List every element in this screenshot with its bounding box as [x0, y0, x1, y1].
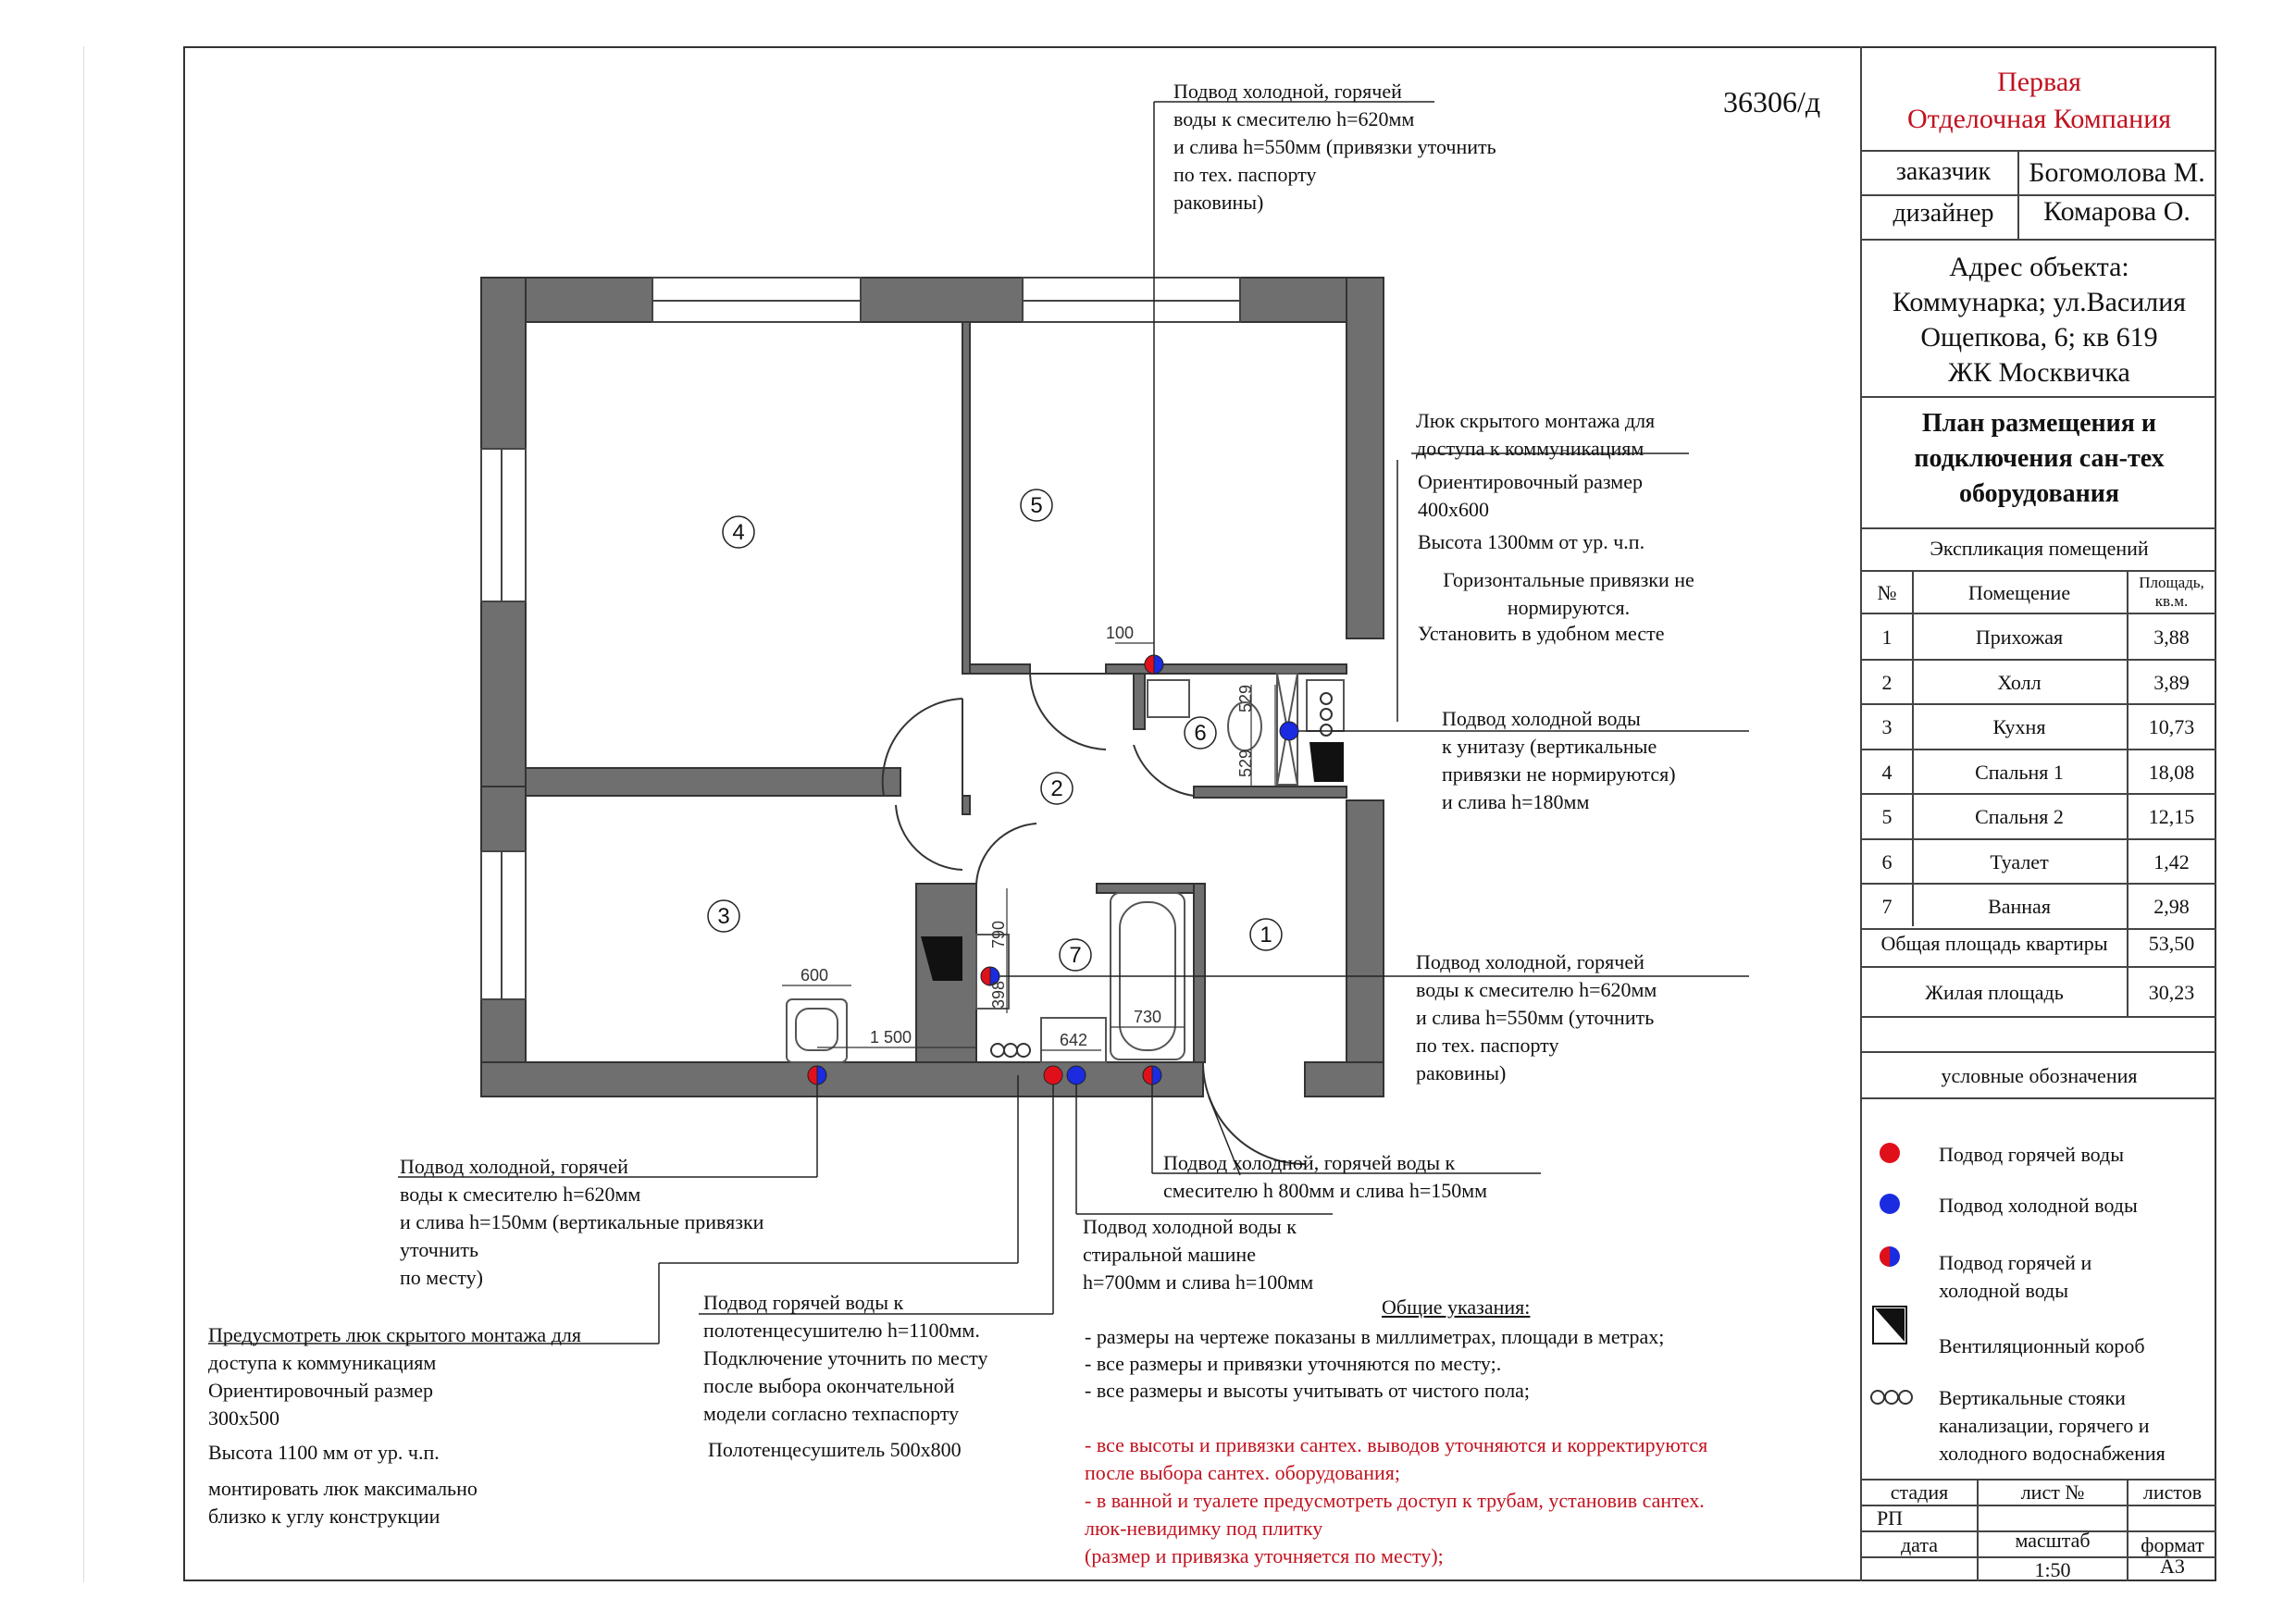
- sheet-title-line: оборудования: [1958, 479, 2120, 508]
- room-num-cell: 1: [1881, 626, 1893, 649]
- room-name-cell: Кухня: [1992, 715, 2046, 738]
- note-hatch-bottom-size: Ориентировочный размер 300х500: [208, 1379, 433, 1430]
- room-number-2: 2: [1050, 776, 1063, 801]
- dim-529-a: 529: [1236, 684, 1255, 712]
- wall-right-upper: [1347, 278, 1384, 638]
- note-hatch-top-height: Высота 1300мм от ур. ч.п.: [1418, 530, 1645, 553]
- fixtures: [787, 674, 1344, 1062]
- note-towel: Подвод горячей воды к полотенцесушителю h=1100мм. Подключение уточнить по месту после выбора окончательной модели согласно техпаспорту: [703, 1291, 988, 1425]
- mixed-point: [1143, 1066, 1161, 1084]
- sheet-number-label: лист №: [2020, 1481, 2085, 1504]
- designer-label: дизайнер: [1893, 199, 1994, 228]
- room-num-cell: 3: [1881, 715, 1893, 738]
- table-row-divider: [1862, 883, 2216, 885]
- wall-left-upper-a: [481, 278, 526, 449]
- wall-bed1-bed2: [962, 322, 970, 674]
- date-label: дата: [1900, 1533, 1939, 1556]
- stage-label: стадия: [1890, 1481, 1949, 1504]
- cold-water-icon: [1880, 1194, 1900, 1214]
- room-name-cell: Спальня 1: [1975, 760, 2064, 784]
- dimension-labels: [800, 624, 1255, 1049]
- living-area-value: 30,23: [2148, 981, 2195, 1004]
- door-bath: [976, 824, 1036, 884]
- riser-icon: [1321, 693, 1332, 704]
- note-hatch-top-title: Люк скрытого монтажа для доступа к коммуникациям: [1416, 409, 1656, 460]
- riser-icon: [1017, 1044, 1030, 1057]
- wall-bed1-kitchen: [526, 768, 900, 796]
- toilet-hatch: [1307, 680, 1344, 731]
- general-note-item: - размеры на чертеже показаны в миллиметрах, площади в метрах;: [1085, 1325, 1665, 1348]
- sheets-count-label: листов: [2142, 1481, 2203, 1504]
- vent-icon: [1309, 742, 1344, 782]
- dim-529-b: 529: [1236, 749, 1255, 777]
- hot-water-icon: [1880, 1143, 1900, 1163]
- company-name-line2: Отделочная Компания: [1906, 104, 2172, 134]
- scale-value: 1:50: [2034, 1558, 2071, 1581]
- table-row-divider: [1862, 793, 2216, 795]
- customer-label: заказчик: [1895, 157, 1992, 186]
- note-bath-sink: Подвод холодной, горячей воды к смесителю h=620мм и слива h=550мм (уточнить по тех. паспорту раковины): [1416, 950, 1657, 1084]
- general-note-item: - все размеры и высоты учитывать от чистого пола;: [1085, 1379, 1531, 1402]
- wall-left-upper-b: [481, 601, 526, 787]
- riser-icon: [1321, 725, 1332, 736]
- wall-left-lower: [481, 787, 526, 851]
- designer-value: Комарова О.: [2043, 196, 2191, 227]
- room-area-cell: 2,98: [2153, 895, 2190, 918]
- col-header-num: №: [1877, 581, 1897, 604]
- wall-right-lower: [1347, 800, 1384, 1064]
- note-hatch-top-place: Установить в удобном месте: [1418, 622, 1665, 645]
- mixed-water-icon: [1880, 1246, 1900, 1267]
- total-area-label: Общая площадь квартиры: [1880, 932, 2108, 955]
- room-number-1: 1: [1260, 923, 1272, 948]
- table-row-divider: [1862, 659, 2216, 661]
- room-number-4: 4: [732, 520, 745, 545]
- dim-790: 790: [989, 920, 1008, 948]
- wall-bottom: [481, 1062, 1203, 1096]
- note-sink-top: Подвод холодной, горячей воды к смесителю h=620мм и слива h=550мм (привязки уточнить по тех. паспорту раковины): [1173, 80, 1496, 214]
- note-hatch-bottom-mount: монтировать люк максимально близко к углу конструкции: [208, 1477, 478, 1528]
- window-kitchen-left: [481, 851, 526, 999]
- legend-cold: Подвод холодной воды: [1939, 1194, 2138, 1217]
- wall-bath-right: [1194, 884, 1205, 1062]
- door-kitchen: [896, 805, 962, 870]
- note-hatch-bottom-height: Высота 1100 мм от ур. ч.п.: [208, 1441, 440, 1464]
- wall-bottom-right: [1305, 1062, 1384, 1096]
- room-name-cell: Ванная: [1988, 895, 2051, 918]
- room-name-cell: Туалет: [1990, 849, 2049, 873]
- wall-bath-top: [1097, 884, 1194, 893]
- room-number-3: 3: [717, 904, 730, 929]
- toilet-sink: [1148, 680, 1189, 717]
- door-toilet: [1134, 745, 1194, 796]
- riser-icon: [1004, 1044, 1017, 1057]
- room-area-cell: 10,73: [2148, 715, 2195, 738]
- vent-shafts: [921, 742, 1344, 981]
- table-row-divider: [1862, 749, 2216, 750]
- legend-risers: Вертикальные стояки канализации, горячего и холодного водоснабжения: [1939, 1386, 2166, 1465]
- room-name-cell: Прихожая: [1975, 626, 2064, 649]
- mixed-point: [808, 1066, 826, 1084]
- room-name-cell: Холл: [1997, 670, 2042, 694]
- room-area-cell: 1,42: [2153, 849, 2190, 873]
- room-area-cell: 12,15: [2148, 805, 2195, 828]
- dim-600: 600: [800, 966, 829, 985]
- address-line: Коммунарка; ул.Василия: [1892, 287, 2187, 317]
- note-towel-size: Полотенцесушитель 500х800: [708, 1438, 962, 1461]
- room-num-cell: 2: [1881, 670, 1893, 694]
- vent-duct-icon: [1873, 1307, 1906, 1344]
- format-value: А3: [2160, 1555, 2185, 1578]
- room-num-cell: 5: [1881, 805, 1893, 828]
- dim-730: 730: [1134, 1008, 1162, 1026]
- sheet-title-line: План размещения и: [1921, 409, 2157, 438]
- col-header-room: Помещение: [1967, 581, 2071, 604]
- mixed-point: [1145, 655, 1163, 674]
- note-toilet: Подвод холодной воды к унитазу (вертикальные привязки не нормируются) и слива h=180мм: [1442, 707, 1676, 813]
- table-row-divider: [1862, 838, 2216, 840]
- table-row-divider: [1862, 703, 2216, 705]
- wall-top-mid: [861, 278, 1023, 322]
- legend-mixed: Подвод горячей и холодной воды: [1939, 1251, 2092, 1302]
- riser-icon: [991, 1044, 1004, 1057]
- drawing-code: 36306/д: [1723, 85, 1821, 118]
- general-note-item: - все размеры и привязки уточняются по месту;.: [1085, 1352, 1502, 1375]
- format-label: формат: [2141, 1533, 2204, 1556]
- dim-398: 398: [989, 980, 1008, 1009]
- legend-symbols: [1862, 1101, 1936, 1490]
- room-area-cell: 3,88: [2153, 626, 2190, 649]
- col-header-area: Площадь, кв.м.: [2139, 574, 2204, 610]
- note-hatch-top-hor: Горизонтальные привязки не нормируются.: [1443, 568, 1694, 619]
- room-number-5: 5: [1030, 493, 1043, 518]
- room-num-cell: 4: [1881, 760, 1893, 784]
- cold-point: [1280, 722, 1298, 740]
- room-number-7: 7: [1069, 943, 1082, 968]
- cold-point: [1067, 1066, 1086, 1084]
- general-notes-red: - все высоты и привязки сантех. выводов уточняются и корректируются после выбора сантех. оборудования; - в ванной и туалете предусмотреть доступ к трубам, установив сантех. люк-невидимку под плитку (размер и привязка уточняется по месту);: [1085, 1433, 1708, 1567]
- general-notes-title: Общие указания:: [1382, 1295, 1531, 1319]
- wall-toilet-bottom: [1194, 787, 1347, 798]
- door-bed2: [1030, 674, 1106, 750]
- riser-icon: [1321, 709, 1332, 720]
- connection-points: [808, 655, 1298, 1084]
- wall-hall-left: [962, 796, 970, 814]
- room-area-cell: 3,89: [2153, 670, 2190, 694]
- wall-toilet-left: [1134, 674, 1145, 729]
- address-line: ЖК Москвичка: [1948, 357, 2130, 388]
- note-kitchen: Подвод холодной, горячей воды к смесителю h=620мм и слива h=150мм (вертикальные привязки уточнить по месту): [400, 1155, 764, 1289]
- legend-vent: Вентиляционный короб: [1939, 1334, 2145, 1357]
- window-bed1-left: [481, 449, 526, 601]
- risers-icon: [1871, 1391, 1912, 1404]
- living-area-label: Жилая площадь: [1925, 981, 2064, 1004]
- address-line: Ощепкова, 6; кв 619: [1920, 322, 2158, 353]
- note-washer: Подвод холодной воды к стиральной машине h=700мм и слива h=100мм: [1083, 1215, 1314, 1294]
- dim-642: 642: [1060, 1031, 1088, 1049]
- customer-value: Богомолова М.: [2029, 157, 2205, 188]
- address-line: Адрес объекта:: [1949, 252, 2129, 282]
- wall-bed2-bottom: [970, 664, 1030, 674]
- explication-title: Экспликация помещений: [1930, 537, 2149, 560]
- sheet-title-line: подключения сан-тех: [1914, 444, 2165, 473]
- legend-hot: Подвод горячей воды: [1939, 1143, 2125, 1166]
- room-number-6: 6: [1194, 721, 1207, 746]
- stage-value: РП: [1876, 1506, 1904, 1530]
- table-row-divider: [1862, 928, 2216, 930]
- note-hatch-bottom-title: Предусмотреть люк скрытого монтажа для доступа к коммуникациям: [208, 1323, 581, 1374]
- scale-label: масштаб: [2015, 1529, 2091, 1552]
- wall-bed2-bottom-b: [1106, 664, 1347, 674]
- dim-1500: 1 500: [870, 1028, 912, 1047]
- note-hatch-top-size: Ориентировочный размер 400х600: [1418, 470, 1643, 521]
- room-area-cell: 18,08: [2148, 760, 2195, 784]
- room-name-cell: Спальня 2: [1975, 805, 2064, 828]
- risers: [991, 693, 1332, 1057]
- note-bathtub: Подвод холодной, горячей воды к смесителю h 800мм и слива h=150мм: [1163, 1151, 1488, 1202]
- company-name-line1: Первая: [1997, 67, 2081, 97]
- legend-title: условные обозначения: [1941, 1064, 2138, 1087]
- total-area-value: 53,50: [2148, 932, 2195, 955]
- dim-100: 100: [1106, 624, 1135, 642]
- hot-point: [1044, 1066, 1062, 1084]
- room-num-cell: 7: [1881, 895, 1893, 918]
- room-num-cell: 6: [1881, 849, 1893, 873]
